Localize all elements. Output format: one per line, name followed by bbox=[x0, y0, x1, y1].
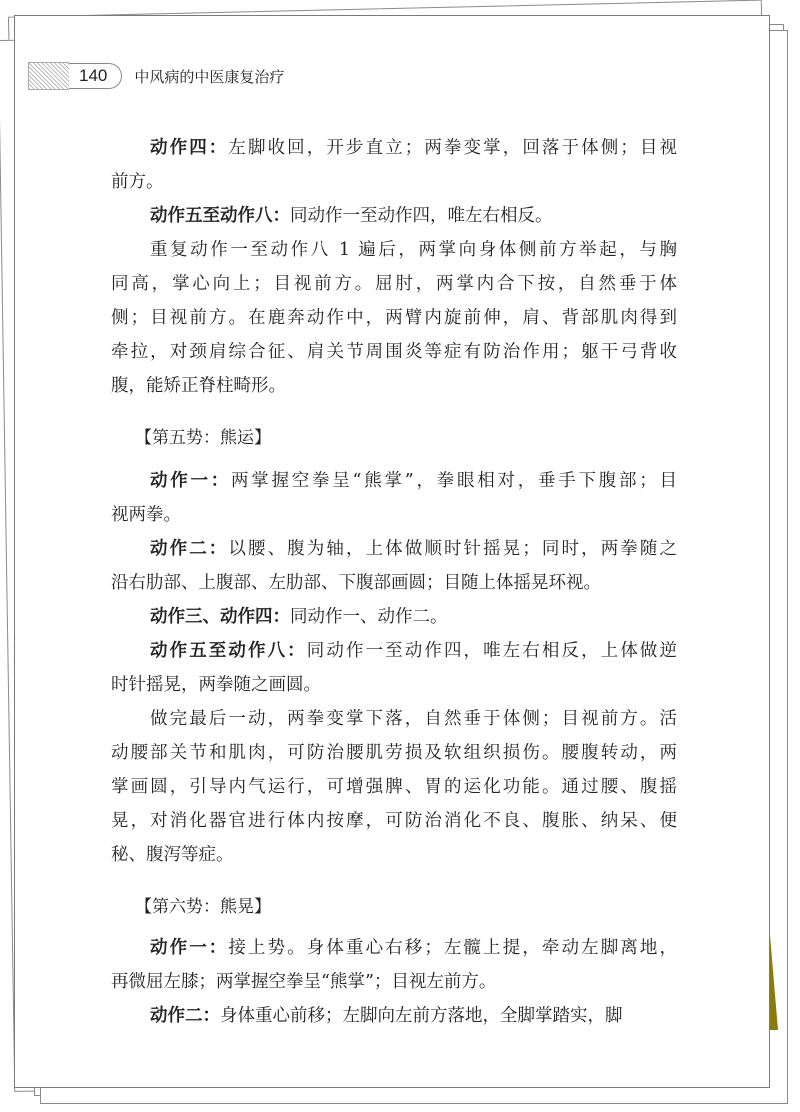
paragraph bbox=[111, 131, 677, 199]
text-line bbox=[111, 999, 677, 1033]
text-line bbox=[111, 464, 677, 498]
paragraph bbox=[111, 464, 677, 532]
paragraph-label: 动作五至动作八： bbox=[150, 641, 307, 661]
line-text: 视两拳。 bbox=[111, 505, 181, 525]
text-line bbox=[111, 498, 677, 532]
paragraph bbox=[111, 600, 677, 634]
paragraph-label: 动作五至动作八： bbox=[150, 206, 290, 226]
running-header bbox=[28, 62, 284, 90]
line-text: 前方。 bbox=[111, 172, 164, 192]
line-text: 同高，掌心向上；目视前方。屈肘，两掌内合下按，自然垂于体 bbox=[111, 274, 677, 294]
line-text: 牵拉，对颈肩综合征、肩关节周围炎等症有防治作用；躯干弓背收 bbox=[111, 342, 677, 362]
text-line bbox=[111, 131, 677, 165]
text-line bbox=[111, 600, 677, 634]
text-line bbox=[111, 668, 677, 702]
text-line bbox=[111, 335, 677, 369]
page-number: 140 bbox=[69, 63, 122, 89]
paragraph bbox=[111, 999, 677, 1033]
text-line bbox=[111, 838, 677, 872]
text-line bbox=[111, 369, 677, 403]
text-line bbox=[111, 532, 677, 566]
text-line bbox=[111, 702, 677, 736]
paragraph-label: 动作三、动作四： bbox=[150, 607, 290, 627]
section-6 bbox=[111, 890, 677, 1033]
paragraph-label: 动作二： bbox=[150, 539, 229, 559]
text-line bbox=[111, 267, 677, 301]
text-line bbox=[111, 233, 677, 267]
paragraph bbox=[111, 931, 677, 999]
line-text: 接上势。身体重心右移；左髋上提，牵动左脚离地， bbox=[228, 938, 678, 958]
line-text: 做完最后一动，两拳变掌下落，自然垂于体侧；目视前方。活 bbox=[150, 709, 677, 729]
paragraph-label: 动作四： bbox=[150, 138, 229, 158]
line-text: 侧；目视前方。在鹿奔动作中，两臂内旋前伸，肩、背部肌肉得到 bbox=[111, 308, 677, 328]
line-text: 同动作一至动作四，唯左右相反。 bbox=[290, 206, 553, 226]
line-text: 两掌握空拳呈“熊掌”，拳眼相对，垂手下腹部；目 bbox=[231, 471, 677, 491]
paragraph-label: 动作一： bbox=[150, 471, 232, 491]
book-title: 中风病的中医康复治疗 bbox=[134, 67, 285, 86]
paragraph bbox=[111, 634, 677, 702]
header-ornament bbox=[28, 62, 69, 90]
line-text: 时针摇晃，两拳随之画圆。 bbox=[111, 675, 321, 695]
line-text: 重复动作一至动作八 1 遍后，两掌向身体侧前方举起，与胸 bbox=[150, 240, 677, 260]
text-line bbox=[111, 804, 677, 838]
line-text: 掌画圆，引导内气运行，可增强脾、胃的运化功能。通过腰、腹摇 bbox=[111, 777, 677, 797]
section-heading: 【第五势：熊运】 bbox=[135, 428, 271, 448]
paragraph-label: 动作二： bbox=[150, 1006, 220, 1026]
line-text: 秘、腹泻等症。 bbox=[111, 845, 234, 865]
text-line bbox=[111, 165, 677, 199]
text-line bbox=[111, 736, 677, 770]
line-text: 身体重心前移；左脚向左前方落地，全脚掌踏实，脚 bbox=[220, 1006, 623, 1026]
section-5 bbox=[111, 421, 677, 872]
section-heading: 【第六势：熊晃】 bbox=[135, 897, 271, 917]
paragraph bbox=[111, 233, 677, 403]
line-text: 同动作一、动作二。 bbox=[290, 607, 448, 627]
text-line bbox=[111, 634, 677, 668]
paragraph bbox=[111, 532, 677, 600]
paragraph bbox=[111, 199, 677, 233]
text-line bbox=[111, 566, 677, 600]
paragraph-label: 动作一： bbox=[150, 938, 229, 958]
line-text: 动腰部关节和肌肉，可防治腰肌劳损及软组织损伤。腰腹转动，两 bbox=[111, 743, 677, 763]
line-text: 腹，能矫正脊柱畸形。 bbox=[111, 376, 286, 396]
line-text: 以腰、腹为轴，上体做顺时针摇晃；同时，两拳随之 bbox=[228, 539, 678, 559]
text-line bbox=[111, 931, 677, 965]
text-line bbox=[111, 770, 677, 804]
line-text: 同动作一至动作四，唯左右相反，上体做逆 bbox=[306, 641, 678, 661]
text-line bbox=[111, 199, 677, 233]
line-text: 沿右肋部、上腹部、左肋部、下腹部画圆；目随上体摇晃环视。 bbox=[111, 573, 601, 593]
line-text: 左脚收回，开步直立；两拳变掌，回落于体侧；目视 bbox=[228, 138, 678, 158]
line-text: 晃，对消化器官进行体内按摩，可防治消化不良、腹胀、纳呆、便 bbox=[111, 811, 677, 831]
paragraph bbox=[111, 702, 677, 872]
text-line bbox=[111, 301, 677, 335]
line-text: 再微屈左膝；两掌握空拳呈“熊掌”；目视左前方。 bbox=[111, 972, 497, 992]
text-block-1 bbox=[111, 131, 677, 403]
text-line bbox=[111, 965, 677, 999]
